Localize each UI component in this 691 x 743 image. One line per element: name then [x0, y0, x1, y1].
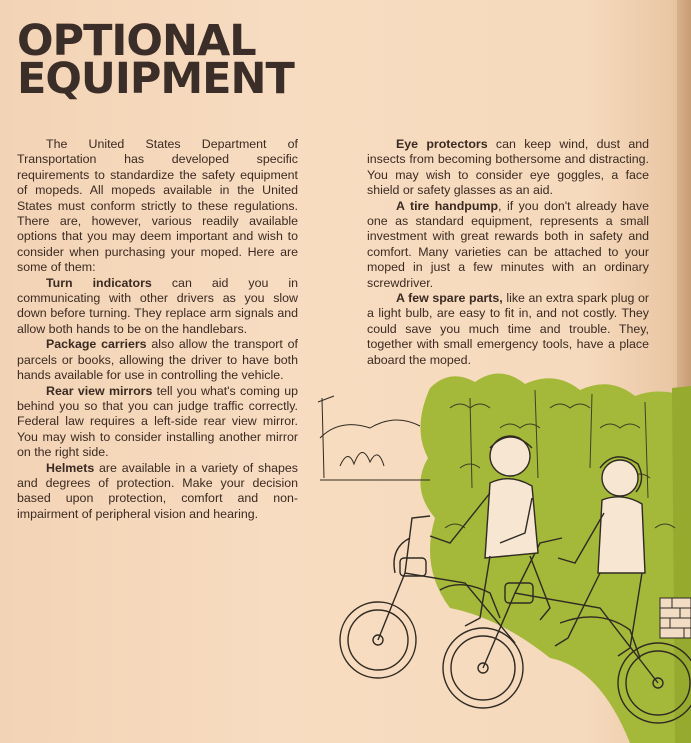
eye-protectors-text: can keep wind, dust and insects from becoming bothersome and distracting. You may wish to consider eye goggles, a face shield or safety glasses as an aid.	[367, 137, 649, 198]
turn-indicators-term: Turn indicators	[46, 275, 152, 290]
helmets-text: are available in a variety of shapes and degrees of protection. Make your decision based upon protection, comfort and non-impairment of peripheral vision and hearing.	[17, 460, 298, 521]
tire-handpump-term: A tire handpump	[396, 198, 499, 213]
brick-wall	[660, 598, 691, 638]
helmets-term: Helmets	[46, 460, 95, 475]
rear-view-mirrors-paragraph	[17, 384, 298, 461]
intro-paragraph: The United States Department of Transportation has developed specific requirements to standardize the safety equipment of mopeds. All mopeds available in the United States must conform strictly to these regulations. There are, however, various readily available options that you may deem important and wish to consider when purchasing your moped. Here are some of them:	[17, 137, 298, 275]
package-carriers-term: Package carriers	[46, 337, 147, 352]
eye-protectors-term: Eye protectors	[396, 137, 488, 151]
spare-parts-text: like an extra spark plug or a light bulb, are easy to fit in, and not costly. They could save you much time and trouble. They, together with small emergency tools, have a place aboard the moped.	[367, 291, 649, 367]
foliage-background	[420, 373, 691, 743]
eye-protectors-paragraph	[367, 137, 649, 199]
helmets-paragraph	[17, 461, 298, 523]
turn-indicators-paragraph	[17, 276, 298, 338]
page-title	[17, 16, 294, 104]
package-carriers-text: also allow the transport of parcels or books, allowing the driver to have both hands available for use in controlling the vehicle.	[17, 337, 298, 383]
title-line-1: OPTIONAL	[17, 16, 256, 66]
right-text-column	[367, 137, 649, 368]
package-carriers-paragraph	[17, 337, 298, 383]
rear-view-mirrors-term: Rear view mirrors	[46, 383, 153, 398]
spare-parts-paragraph	[367, 291, 649, 368]
left-text-column	[17, 137, 298, 522]
title-line-2: EQUIPMENT	[17, 54, 294, 104]
turn-indicators-text: can aid you in communicating with other drivers as you slow down before turning. They replace arm signals and allow both hands to be on the handlebars.	[17, 275, 299, 336]
distant-landscape	[318, 396, 430, 480]
rear-view-mirrors-text: tell you what's coming up behind you so that you can judge traffic correctly. Federal law requires a left-side rear view mirror. You may wish to consider installing another mirror on the right side.	[17, 383, 298, 460]
tire-handpump-paragraph	[367, 199, 649, 291]
moped-riders-illustration	[300, 368, 691, 743]
spare-parts-term: A few spare parts,	[396, 291, 503, 306]
tire-handpump-text: , if you don't already have one as standard equipment, represents a small investment with great rewards both in safety and comfort. Many varieties can be attached to your moped in just a few minutes with an ordinary screwdriver.	[367, 198, 649, 290]
